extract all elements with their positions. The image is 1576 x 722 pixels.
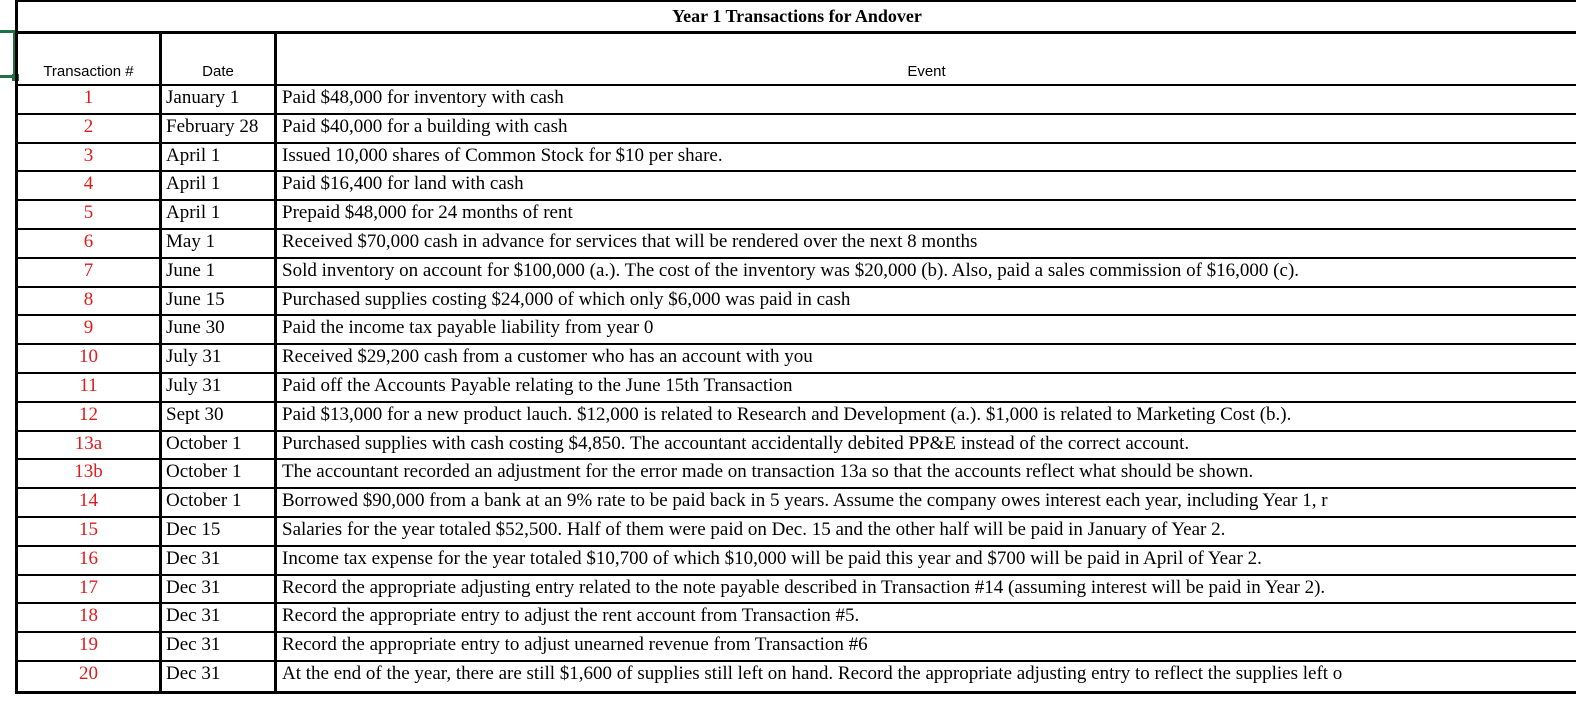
date-cell[interactable]: June 30 [166,317,225,338]
row-divider [18,631,1576,633]
row-divider [18,257,1576,259]
event-cell[interactable]: Record the appropriate entry to adjust the rent account from Transaction #5. [282,605,860,626]
event-cell[interactable]: Borrowed $90,000 from a bank at an 9% rate to be paid back in 5 years. Assume the company owes interest each year, including Year 1, r [282,490,1328,511]
event-cell[interactable]: Record the appropriate adjusting entry related to the note payable described in Transaction #14 (assuming interest will be paid in Year 2). [282,577,1326,598]
transaction-number-cell[interactable]: 3 [83,145,94,166]
row-divider [18,545,1576,547]
row-divider [18,487,1576,489]
transaction-number-cell[interactable]: 6 [83,231,94,252]
table-row[interactable] [18,432,1576,461]
date-cell[interactable]: Dec 31 [166,663,221,684]
table-row[interactable] [18,547,1576,576]
event-cell[interactable]: Income tax expense for the year totaled $10,700 of which $10,000 will be paid this year and $700 will be paid in April of Year 2. [282,548,1262,569]
event-cell[interactable]: Paid $40,000 for a building with cash [282,116,568,137]
table-row[interactable] [18,172,1576,201]
table-row[interactable] [18,86,1576,115]
event-cell[interactable]: Received $29,200 cash from a customer who has an account with you [282,346,813,367]
date-cell[interactable]: Dec 31 [166,548,221,569]
date-cell[interactable]: October 1 [166,490,242,511]
table-title[interactable]: Year 1 Transactions for Andover [18,2,1576,34]
table-row[interactable] [18,460,1576,489]
date-cell[interactable]: July 31 [166,375,222,396]
transaction-number-cell[interactable]: 2 [83,116,94,137]
row-divider [18,228,1576,230]
date-cell[interactable]: April 1 [166,145,221,166]
event-cell[interactable]: Paid off the Accounts Payable relating to the June 15th Transaction [282,375,793,396]
transaction-number-cell[interactable]: 5 [83,202,94,223]
table-row[interactable] [18,489,1576,518]
transaction-number-cell[interactable]: 15 [79,519,98,540]
date-cell[interactable]: July 31 [166,346,222,367]
date-cell[interactable]: May 1 [166,231,216,252]
transactions-table [15,0,1576,694]
transaction-number-cell[interactable]: 9 [83,317,94,338]
row-divider [18,286,1576,288]
transaction-number-cell[interactable]: 18 [79,605,98,626]
table-row[interactable] [18,576,1576,605]
row-divider [18,372,1576,374]
event-cell[interactable]: Purchased supplies costing $24,000 of which only $6,000 was paid in cash [282,289,851,310]
row-divider [18,314,1576,316]
event-cell[interactable]: Record the appropriate entry to adjust unearned revenue from Transaction #6 [282,634,868,655]
cell-selection-border [0,30,16,78]
transaction-number-cell[interactable]: 14 [79,490,98,511]
date-cell[interactable]: April 1 [166,202,221,223]
header-date-label: Date [202,63,234,80]
transaction-number-cell[interactable]: 16 [79,548,98,569]
event-cell[interactable]: Sold inventory on account for $100,000 (a.). The cost of the inventory was $20,000 (b). Also, paid a sales commission of $16,000 (c). [282,260,1300,281]
transaction-number-cell[interactable]: 13a [74,433,103,454]
table-row[interactable] [18,345,1576,374]
transaction-number-cell[interactable]: 4 [83,173,94,194]
header-transaction-number[interactable] [18,31,159,85]
event-cell[interactable]: The accountant recorded an adjustment for the error made on transaction 13a so that the accounts reflect what should be shown. [282,461,1254,482]
table-row[interactable] [18,316,1576,345]
transaction-number-cell[interactable]: 11 [79,375,98,396]
event-cell[interactable]: Received $70,000 cash in advance for services that will be rendered over the next 8 months [282,231,978,252]
event-cell[interactable]: Paid $48,000 for inventory with cash [282,87,564,108]
header-date[interactable] [162,31,274,85]
event-cell[interactable]: Prepaid $48,000 for 24 months of rent [282,202,573,223]
date-cell[interactable]: April 1 [166,173,221,194]
table-row[interactable] [18,115,1576,144]
transaction-number-cell[interactable]: 1 [83,87,94,108]
row-divider [18,660,1576,662]
row-divider [18,401,1576,403]
event-cell[interactable]: Issued 10,000 shares of Common Stock for $10 per share. [282,145,723,166]
transaction-number-cell[interactable]: 19 [79,634,98,655]
event-cell[interactable]: Purchased supplies with cash costing $4,850. The accountant accidentally debited PP&E instead of the correct account. [282,433,1190,454]
table-row[interactable] [18,144,1576,173]
table-row[interactable] [18,259,1576,288]
table-row[interactable] [18,633,1576,662]
table-row[interactable] [18,288,1576,317]
date-cell[interactable]: June 1 [166,260,216,281]
date-cell[interactable]: October 1 [166,461,242,482]
table-row[interactable] [18,374,1576,403]
event-cell[interactable]: Paid $13,000 for a new product lauch. $12,000 is related to Research and Development (a.). $1,000 is related to Marketing Cost (b.). [282,404,1292,425]
transaction-number-cell[interactable]: 13b [74,461,103,482]
transaction-number-cell[interactable]: 10 [79,346,98,367]
date-cell[interactable]: Sept 30 [166,404,224,425]
transaction-number-cell[interactable]: 7 [83,260,94,281]
transaction-number-cell[interactable]: 20 [79,663,98,684]
date-cell[interactable]: January 1 [166,87,240,108]
row-divider [18,170,1576,172]
transaction-number-cell[interactable]: 17 [79,577,98,598]
header-event[interactable] [277,31,1576,85]
row-divider [18,142,1576,144]
row-divider [18,574,1576,576]
table-row[interactable] [18,201,1576,230]
transaction-number-cell[interactable]: 8 [83,289,94,310]
event-cell[interactable]: Salaries for the year totaled $52,500. Half of them were paid on Dec. 15 and the other half will be paid in January of Year 2. [282,519,1226,540]
table-row[interactable] [18,604,1576,633]
date-cell[interactable]: October 1 [166,433,242,454]
date-cell[interactable]: Dec 15 [166,519,221,540]
event-cell[interactable]: At the end of the year, there are still $1,600 of supplies still left on hand. Record the appropriate adjusting entry to reflect the supplies left o [282,663,1343,684]
header-event-label: Event [907,63,946,80]
table-row[interactable] [18,518,1576,547]
table-row[interactable] [18,403,1576,432]
table-row[interactable] [18,662,1576,691]
event-cell[interactable]: Paid the income tax payable liability from year 0 [282,317,654,338]
date-cell[interactable]: Dec 31 [166,634,221,655]
header-transaction-number-label: Transaction # [43,63,134,80]
date-cell[interactable]: June 15 [166,289,225,310]
date-cell[interactable]: February 28 [166,116,259,137]
row-divider [18,199,1576,201]
date-cell[interactable]: Dec 31 [166,577,221,598]
row-divider [18,602,1576,604]
event-cell[interactable]: Paid $16,400 for land with cash [282,173,524,194]
row-divider [18,516,1576,518]
row-divider [18,113,1576,115]
transaction-number-cell[interactable]: 12 [79,404,98,425]
row-divider [18,343,1576,345]
table-row[interactable] [18,230,1576,259]
row-divider [18,430,1576,432]
row-divider [18,84,1576,86]
date-cell[interactable]: Dec 31 [166,605,221,626]
row-divider [18,458,1576,460]
